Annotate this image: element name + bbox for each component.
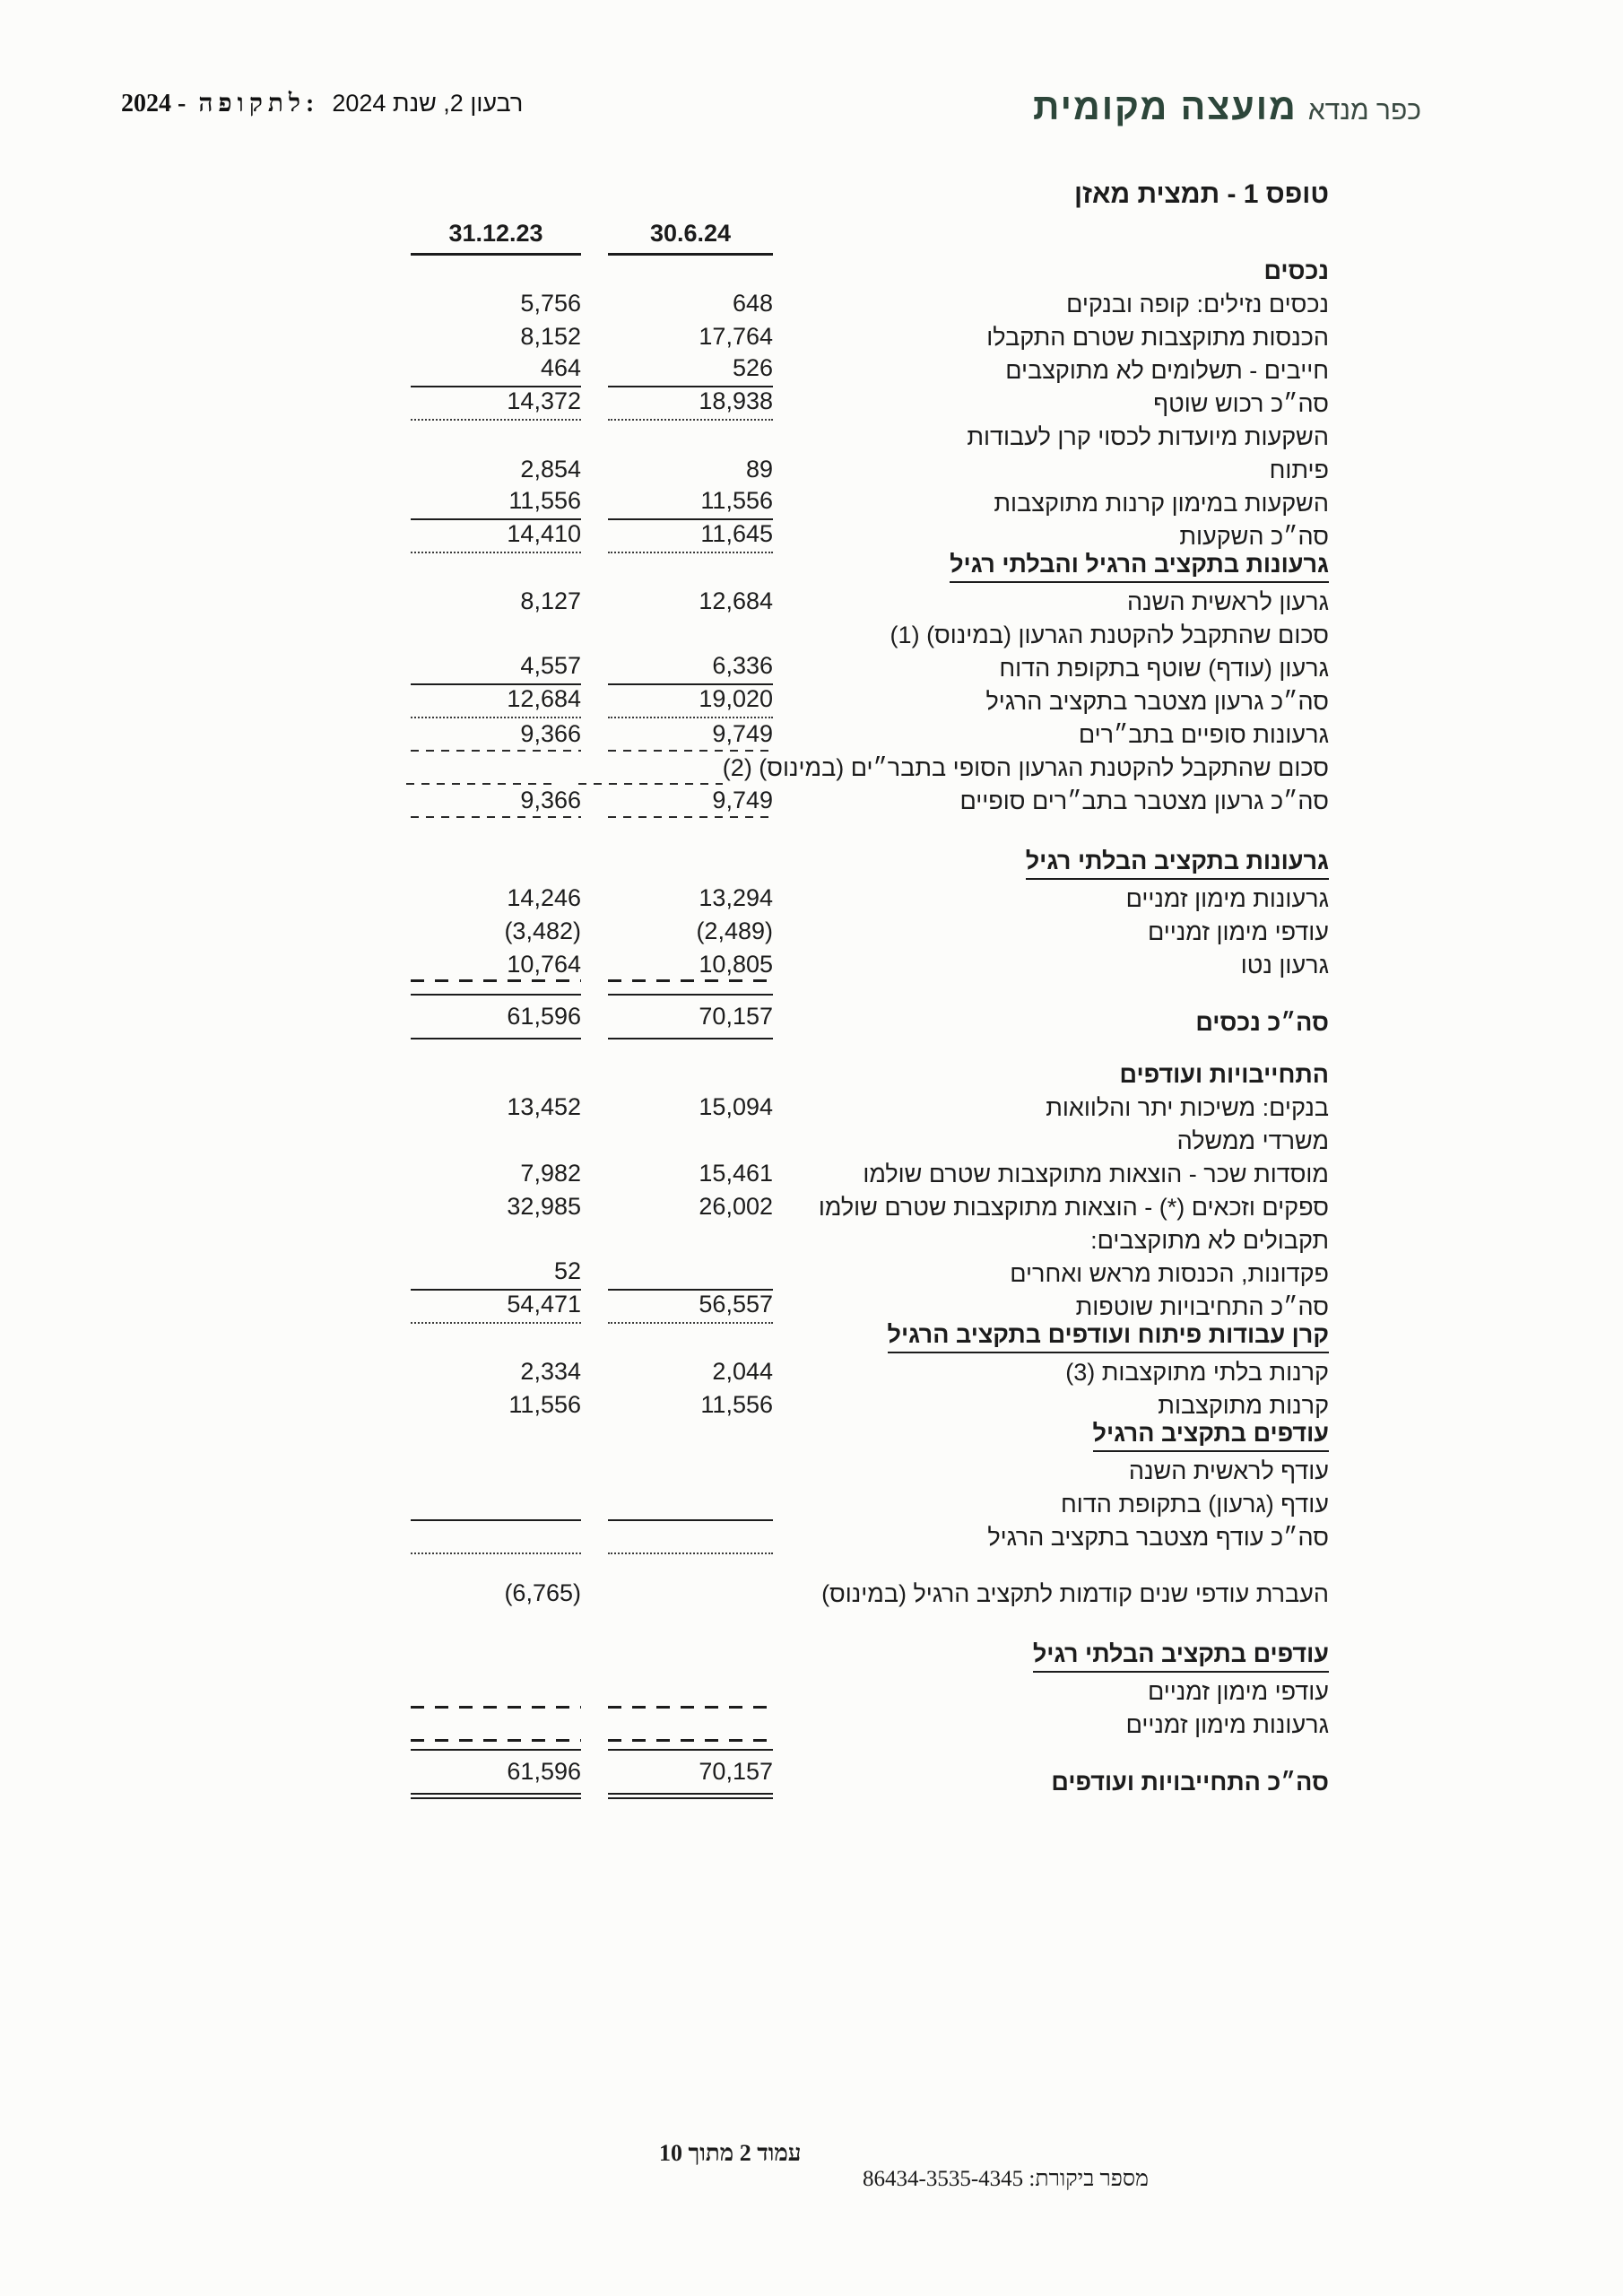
row-label: נכסים נזילים: קופה ובנקים	[1066, 291, 1329, 317]
value-30-6-24: 9,749	[608, 720, 773, 752]
value-31-12-23	[411, 1515, 581, 1521]
value-30-6-24: 11,556	[608, 487, 773, 520]
table-row	[377, 354, 1329, 387]
table-row	[377, 1455, 1329, 1488]
row-spacer	[377, 982, 1329, 993]
value-30-6-24: 9,749	[608, 787, 773, 818]
table-row	[377, 1356, 1329, 1389]
value-30-6-24: 6,336	[608, 652, 773, 685]
value-30-6-24: 648	[732, 290, 773, 317]
council-name: כפר מנדא	[1307, 96, 1421, 126]
page-number: עמוד 2 מתוך 10	[659, 2140, 802, 2166]
table-row	[377, 586, 1329, 619]
period-value: רבעון 2, שנת 2024	[332, 90, 524, 117]
value-30-6-24: 11,645	[608, 520, 773, 553]
column-header-30-6-24: 30.6.24	[608, 220, 773, 256]
table-row	[377, 619, 1329, 652]
table-row	[377, 1389, 1329, 1422]
row-label: השקעות מיועדות לכסוי קרן לעבודות	[967, 423, 1329, 450]
value-31-12-23: 2,854	[520, 456, 581, 483]
row-label: פקדונות, הכנסות מראש ואחרים	[1010, 1260, 1329, 1287]
value-31-12-23: (6,765)	[504, 1579, 581, 1606]
row-label: העברת עודפי שנים קודמות לתקציב הרגיל (במינוס)	[821, 1580, 1329, 1607]
value-30-6-24: 89	[745, 456, 773, 483]
value-31-12-23: 54,471	[411, 1291, 581, 1324]
table-row	[377, 883, 1329, 916]
value-31-12-23: 11,556	[411, 487, 581, 520]
table-row	[377, 1158, 1329, 1191]
table-row	[377, 1291, 1329, 1324]
value-31-12-23: 61,596	[411, 1749, 581, 1799]
table-row	[377, 387, 1329, 421]
value-30-6-24: 10,805	[608, 951, 773, 982]
value-31-12-23: 4,557	[411, 652, 581, 685]
value-31-12-23: 11,556	[508, 1391, 581, 1418]
table-row	[377, 1257, 1329, 1291]
section-label: גרעונות בתקציב הבלתי רגיל	[1026, 848, 1329, 880]
section-row	[377, 1321, 1329, 1356]
row-label: סה״כ התחיבויות שוטפות	[1075, 1293, 1329, 1320]
row-spacer	[377, 1039, 1329, 1059]
value-31-12-23: 32,985	[507, 1193, 581, 1220]
value-31-12-23: 8,152	[520, 323, 581, 350]
section-row	[377, 256, 1329, 288]
row-spacer	[377, 818, 1329, 850]
table-row	[377, 288, 1329, 321]
row-label: עודפי מימון זמניים	[1147, 1678, 1329, 1705]
table-row	[377, 916, 1329, 949]
table-row	[377, 1675, 1329, 1709]
value-31-12-23: 12,684	[411, 685, 581, 718]
row-label: גרעון נטו	[1240, 952, 1329, 978]
audit-number: מספר ביקורת: 86434-3535-4345	[863, 2167, 1149, 2191]
value-30-6-24: 11,556	[700, 1391, 773, 1418]
value-30-6-24: 18,938	[608, 387, 773, 421]
table-row	[377, 1125, 1329, 1158]
section-row	[377, 1640, 1329, 1675]
row-label: עודפי מימון זמניים	[1147, 918, 1329, 945]
table-row	[377, 752, 1329, 785]
value-30-6-24	[608, 1606, 773, 1611]
value-30-6-24: 70,157	[608, 1749, 773, 1799]
table-row	[377, 321, 1329, 354]
value-30-6-24: 56,557	[608, 1291, 773, 1324]
value-30-6-24: 2,044	[712, 1358, 773, 1385]
value-30-6-24: 15,461	[699, 1160, 773, 1187]
row-label: סה״כ עודף מצטבר בתקציב הרגיל	[987, 1524, 1329, 1551]
row-label: סכום שהתקבל להקטנת הגרעון הסופי בתבר״ים (במינוס) (2)	[722, 754, 1329, 781]
row-label: בנקים: משיכות יתר והלוואות	[1046, 1094, 1329, 1121]
balance-sheet	[377, 218, 1329, 1799]
value-30-6-24: 13,294	[699, 884, 773, 911]
table-row	[377, 1191, 1329, 1224]
report-period	[121, 90, 523, 118]
value-30-6-24	[608, 1737, 773, 1742]
value-30-6-24: 17,764	[699, 323, 773, 350]
table-row	[377, 520, 1329, 553]
council-type: מועצה מקומית	[1032, 86, 1298, 127]
row-label: גרעונות מימון זמניים	[1125, 885, 1329, 912]
table-row	[377, 454, 1329, 487]
value-31-12-23: (3,482)	[504, 918, 581, 944]
table-row	[377, 1224, 1329, 1257]
table-row	[377, 487, 1329, 520]
section-row	[377, 1059, 1329, 1091]
row-label: תקבולים לא מתוקצבים:	[1090, 1227, 1329, 1254]
section-row	[377, 1422, 1329, 1455]
section-label: סה״כ התחייבויות ועודפים	[1051, 1769, 1329, 1796]
row-label: ספקים וזכאים (*) - הוצאות מתוקצבות שטרם שולמו	[818, 1194, 1329, 1221]
table-row	[377, 1521, 1329, 1554]
section-row	[377, 850, 1329, 883]
row-label: קרנות מתוקצבות	[1158, 1392, 1329, 1419]
row-label: הכנסות מתוקצבות שטרם התקבלו	[986, 324, 1329, 351]
value-30-6-24: 70,157	[608, 994, 773, 1039]
value-31-12-23: 5,756	[520, 290, 581, 317]
value-31-12-23	[411, 1737, 581, 1742]
table-row	[377, 785, 1329, 818]
value-31-12-23: 9,366	[411, 787, 581, 818]
value-31-12-23: 10,764	[411, 951, 581, 982]
row-spacer	[377, 1554, 1329, 1578]
value-31-12-23	[406, 780, 555, 785]
section-label: התחייבויות ועודפים	[1119, 1061, 1329, 1088]
row-label: גרעונות סופיים בתב״רים	[1078, 721, 1329, 748]
council-title	[1033, 86, 1421, 128]
value-31-12-23: 7,982	[520, 1160, 581, 1187]
section-label: סה״כ נכסים	[1195, 1009, 1329, 1036]
period-label: לתקופה:	[198, 90, 320, 117]
table-row	[377, 421, 1329, 454]
table-row	[377, 652, 1329, 685]
value-31-12-23: 8,127	[520, 587, 581, 614]
value-30-6-24: (2,489)	[696, 918, 773, 944]
value-31-12-23: 61,596	[411, 994, 581, 1039]
report-year: 2024 -	[121, 90, 187, 117]
grand-total-row	[377, 993, 1329, 1039]
row-label: סה״כ רכוש שוטף	[1153, 390, 1329, 417]
row-label: קרנות בלתי מתוקצבות (3)	[1065, 1359, 1329, 1386]
value-31-12-23	[411, 1704, 581, 1709]
row-label: סה״כ גרעון מצטבר בתקציב הרגיל	[985, 688, 1329, 715]
value-31-12-23: 13,452	[507, 1093, 581, 1120]
row-label: חייבים - תשלומים לא מתוקצבים	[1005, 357, 1329, 384]
value-31-12-23: 2,334	[520, 1358, 581, 1385]
row-label: השקעות במימון קרנות מתוקצבות	[994, 490, 1329, 517]
value-30-6-24: 526	[608, 354, 773, 387]
value-31-12-23	[411, 1548, 581, 1554]
table-row	[377, 949, 1329, 982]
value-31-12-23: 9,366	[411, 720, 581, 752]
table-row	[377, 1488, 1329, 1521]
table-row	[377, 685, 1329, 718]
row-label: סכום שהתקבל להקטנת הגרעון (במינוס) (1)	[890, 622, 1329, 648]
value-30-6-24	[608, 1548, 773, 1554]
section-label: קרן עבודות פיתוח ועודפים בתקציב הרגיל	[888, 1321, 1330, 1353]
section-label: עודפים בתקציב הבלתי רגיל	[1033, 1640, 1329, 1673]
value-30-6-24	[608, 1704, 773, 1709]
form-title: טופס 1 - תמצית מאזן	[1073, 179, 1329, 209]
row-label: גרעונות מימון זמניים	[1125, 1711, 1329, 1738]
grand-total-row	[377, 1752, 1329, 1799]
row-label: גרעון (עודף) שוטף בתקופת הדוח	[999, 655, 1329, 682]
section-row	[377, 553, 1329, 586]
column-header-31-12-23: 31.12.23	[411, 220, 581, 256]
table-row	[377, 1709, 1329, 1742]
value-30-6-24	[608, 1515, 773, 1521]
row-label: משרדי ממשלה	[1176, 1127, 1329, 1154]
value-31-12-23: 14,246	[507, 884, 581, 911]
table-row	[377, 718, 1329, 752]
row-label: סה״כ השקעות	[1179, 523, 1329, 550]
value-30-6-24: 15,094	[699, 1093, 773, 1120]
row-label: פיתוח	[1269, 457, 1329, 483]
table-rows	[377, 256, 1329, 1799]
value-31-12-23: 464	[411, 354, 581, 387]
value-30-6-24: 26,002	[699, 1193, 773, 1220]
row-label: עודף לראשית השנה	[1128, 1457, 1329, 1484]
row-label: סה״כ גרעון מצטבר בתב״רים סופיים	[959, 787, 1329, 814]
row-label: עודף (גרעון) בתקופת הדוח	[1061, 1491, 1329, 1518]
value-30-6-24	[608, 1284, 773, 1291]
value-30-6-24: 19,020	[608, 685, 773, 718]
row-label: מוסדות שכר - הוצאות מתוקצבות שטרם שולמו	[863, 1161, 1329, 1187]
section-label: עודפים בתקציב הרגיל	[1093, 1420, 1330, 1452]
row-spacer	[377, 1611, 1329, 1643]
value-30-6-24	[578, 780, 723, 785]
column-header-row	[377, 218, 1329, 256]
table-row	[377, 1578, 1329, 1611]
section-label: גרעונות בתקציב הרגיל והבלתי רגיל	[950, 551, 1329, 583]
value-31-12-23: 14,372	[411, 387, 581, 421]
table-row	[377, 1091, 1329, 1125]
section-label: נכסים	[1263, 257, 1329, 284]
value-30-6-24: 12,684	[699, 587, 773, 614]
value-31-12-23: 52	[411, 1257, 581, 1291]
value-31-12-23: 14,410	[411, 520, 581, 553]
row-label: גרעון לראשית השנה	[1126, 588, 1329, 615]
